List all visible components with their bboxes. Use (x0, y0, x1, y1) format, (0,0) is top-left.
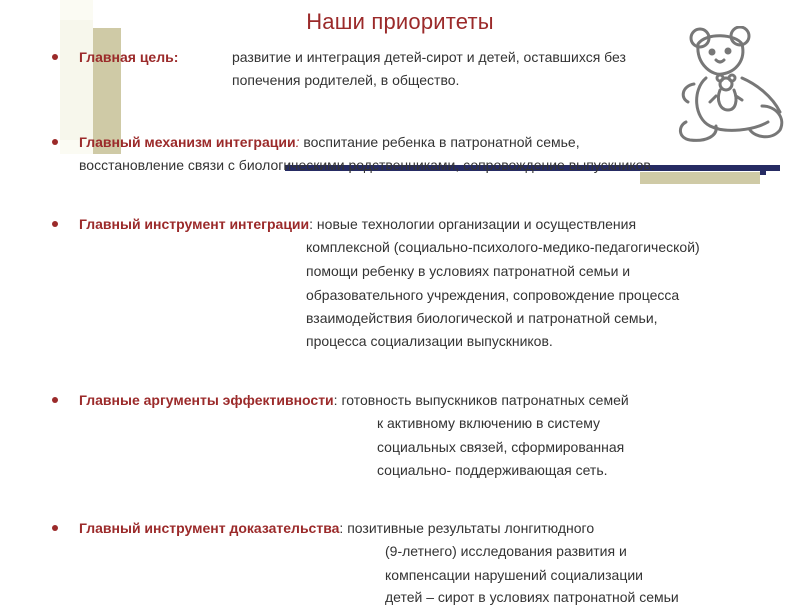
item-label-arguments: Главные аргументы эффективности (79, 392, 334, 408)
item-text-proof-first: : позитивные результаты лонгитюдного (339, 520, 595, 536)
item-text-proof-line: (9-летнего) исследования развития и (385, 543, 627, 559)
bullet-icon (52, 139, 58, 145)
item-text-mechanism-line: восстановление связи с биологическими родственниками, сопровождение выпускников. (79, 157, 655, 173)
item-heading-proof (79, 516, 594, 540)
item-text-instrument-line: комплексной (социально-психолого-медико-педагогической) (306, 239, 700, 255)
item-text-arguments-first: : готовность выпускников патронатных семей (333, 392, 629, 408)
item-text-goal-line: попечения родителей, в общество. (232, 72, 460, 88)
bullet-icon (52, 397, 58, 403)
item-label-goal: Главная цель: (79, 49, 179, 65)
item-heading-mechanism (79, 130, 580, 154)
item-text-proof-line: компенсации нарушений социализации (385, 567, 643, 583)
item-text-proof-line: детей – сирот в условиях патронатной семьи (385, 589, 679, 605)
decor-bar-beige-horizontal (640, 172, 760, 184)
item-separator: : (295, 134, 300, 150)
bullet-icon (52, 221, 58, 227)
item-text-instrument-line: взаимодействия биологической и патронатной семьи, (306, 310, 658, 326)
item-text-instrument-line: процесса социализации выпускников. (306, 333, 553, 349)
item-text-mechanism-first: воспитание ребенка в патронатной семье, (299, 134, 580, 150)
item-label-instrument: Главный инструмент интеграции (79, 216, 310, 232)
bullet-icon (52, 525, 58, 531)
item-text-instrument-first: : новые технологии организации и осуществления (309, 216, 637, 232)
decor-stripe-left-shade (60, 20, 93, 140)
item-heading-instrument (79, 212, 636, 236)
item-text-arguments-line: к активному включению в систему (377, 415, 601, 431)
decor-bar-navy-vertical (760, 165, 766, 175)
bullet-icon (52, 54, 58, 60)
page-title: Наши приоритеты (306, 9, 494, 34)
item-heading-arguments (79, 388, 629, 412)
teddy-bear-icon (676, 26, 788, 144)
item-label-mechanism: Главный механизм интеграции (79, 134, 296, 150)
item-text-instrument-line: образовательного учреждения, сопровождение процесса (306, 287, 680, 303)
item-text-goal-line: развитие и интеграция детей-сирот и детей, оставшихся без (232, 49, 626, 65)
item-text-arguments-line: социально- поддерживающая сеть. (377, 462, 608, 478)
item-text-arguments-line: социальных связей, сформированная (377, 439, 625, 455)
item-label-proof: Главный инструмент доказательства (79, 520, 340, 536)
item-text-instrument-line: помощи ребенку в условиях патронатной семьи и (306, 263, 631, 279)
